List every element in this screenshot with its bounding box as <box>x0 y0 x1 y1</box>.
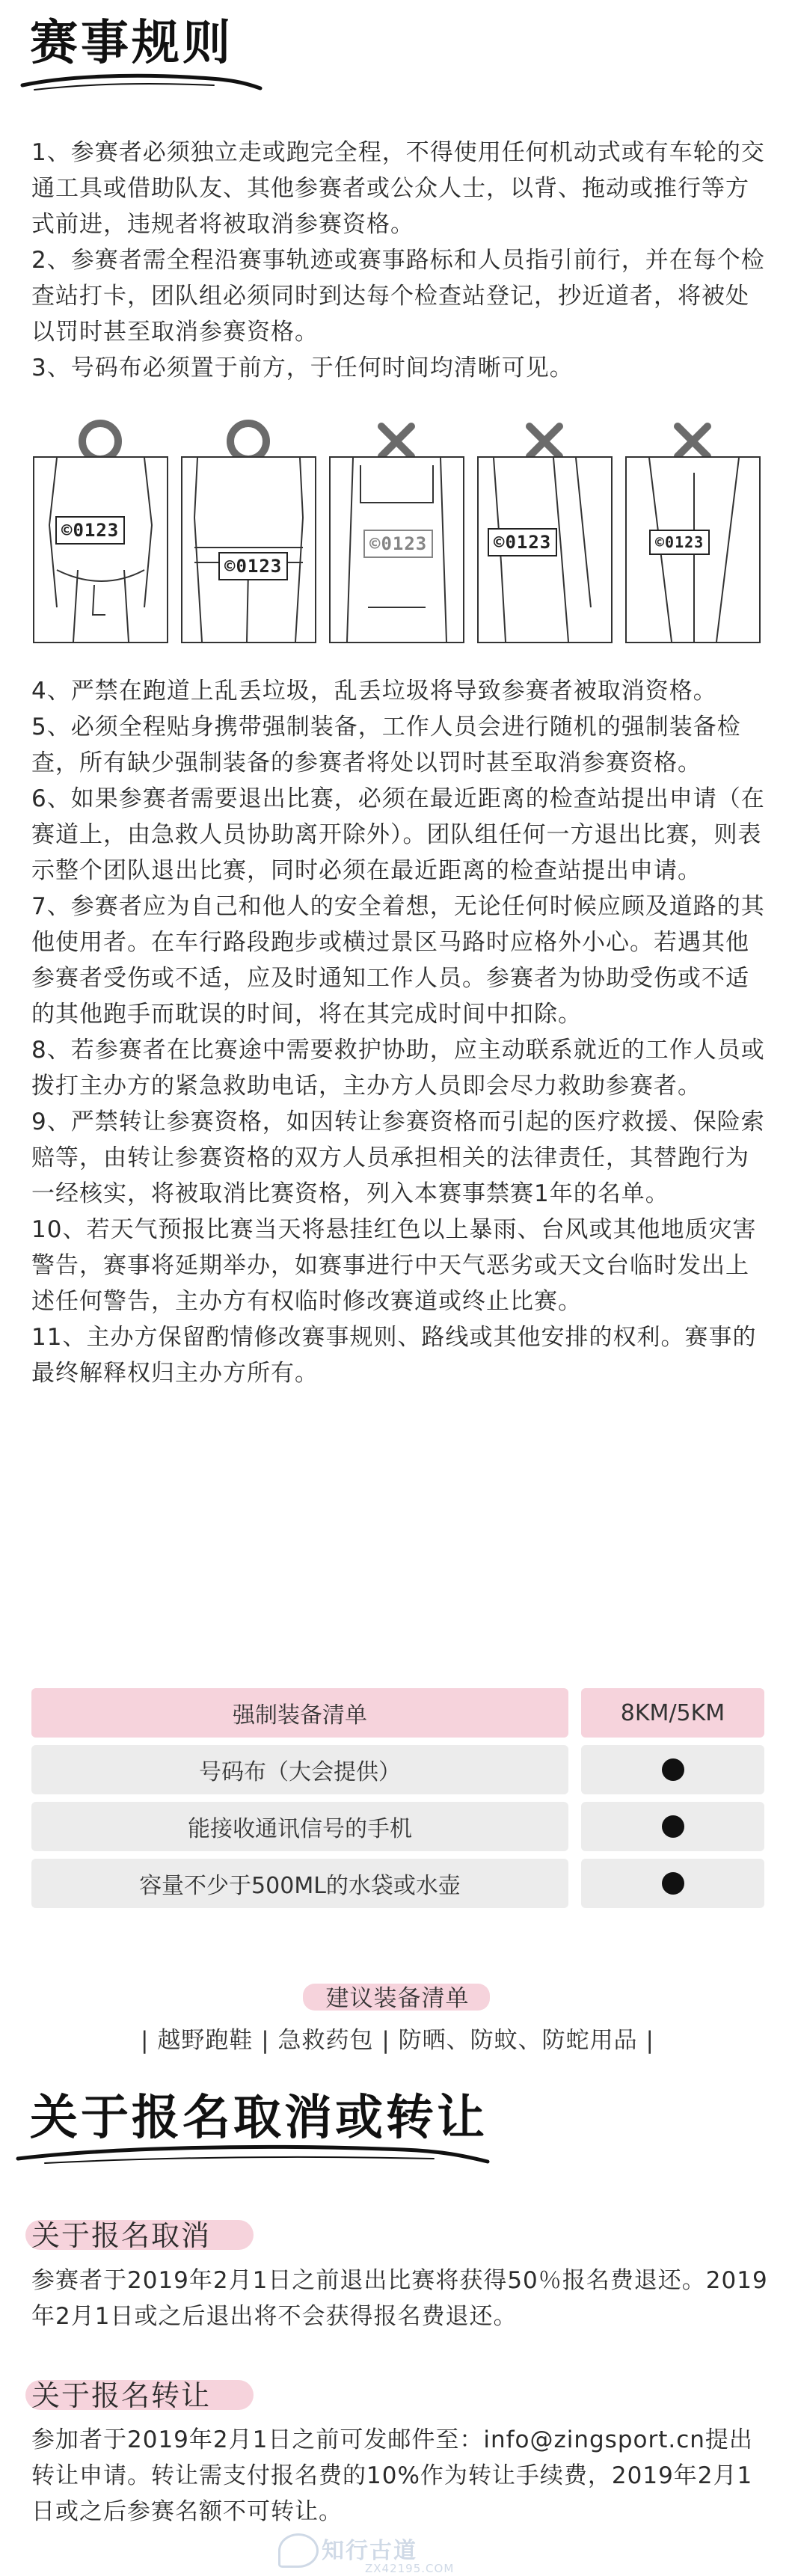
bib-example-panel <box>329 456 464 643</box>
bib-example-panel <box>181 456 316 643</box>
runner-waist-figure <box>182 458 315 642</box>
equipment-row <box>31 1859 764 1908</box>
bib-example-panel <box>625 456 761 643</box>
required-cell <box>581 1745 764 1794</box>
equipment-header-label: 强制装备清单 <box>31 1688 568 1738</box>
watermark-site: ZX42195.COM <box>365 2562 455 2575</box>
cancel-heading <box>31 2212 211 2254</box>
rule-item: 11、主办方保留酌情修改赛事规则、路线或其他安排的权利。赛事的最终解释权归主办方所有。 <box>31 1324 757 1387</box>
bib-placement-illustrations <box>33 419 766 651</box>
watermark-brand: 知行古道 <box>322 2538 417 2564</box>
rule-item: 3、号码布必须置于前方，于任何时间均清晰可见。 <box>31 355 574 381</box>
equipment-row <box>31 1745 764 1794</box>
equipment-header-distance: 8KM/5KM <box>581 1688 764 1738</box>
rule-item: 8、若参赛者在比赛途中需要救护协助，应主动联系就近的工作人员或拨打主办方的紧急救助电话，主办方人员即会尽力救助参赛者。 <box>31 1037 765 1100</box>
transfer-heading-text: 关于报名转让 <box>31 2379 212 2412</box>
equipment-name: 号码布（大会提供） <box>31 1745 568 1794</box>
bib-number: ©0123 <box>218 552 288 580</box>
bib-example-panel <box>33 456 168 643</box>
suggested-equipment-items: | 越野跑鞋 | 急救药包 | 防晒、防蚊、防蛇用品 | <box>141 2027 654 2054</box>
bib-number: ©0123 <box>488 528 557 556</box>
rule-item: 2、参赛者需全程沿赛事轨迹或赛事路标和人员指引前行，并在每个检查站打卡，团队组必须同时到达每个检查站登记，抄近道者，将被处以罚时甚至取消参赛资格。 <box>31 247 765 346</box>
required-cell <box>581 1802 764 1851</box>
rule-item: 4、严禁在跑道上乱丢垃圾，乱丢垃圾将导致参赛者被取消资格。 <box>31 678 717 705</box>
bib-number: ©0123 <box>649 530 710 555</box>
rules-title-text: 赛事规则 <box>30 16 233 71</box>
cancel-transfer-section-title <box>30 2091 488 2146</box>
rule-item: 7、参赛者应为自己和他人的安全着想，无论任何时候应顾及道路的其他使用者。在车行路段跑步或横过景区马路时应格外小心。若遇其他参赛者受伤或不适，应及时通知工作人员。参赛者为协助受伤或不适的其他跑手而耽误的时间，将在其完成时间中扣除。 <box>31 893 765 1028</box>
required-dot-icon <box>662 1872 684 1895</box>
rule-item: 6、如果参赛者需要退出比赛，必须在最近距离的检查站提出申请（在赛道上，由急救人员协助离开除外）。团队组任何一方退出比赛，则表示整个团队退出比赛，同时必须在最近距离的检查站提出申请。 <box>31 785 765 884</box>
bib-number: ©0123 <box>363 530 433 558</box>
suggested-equipment-label: 建议装备清单 <box>325 1985 470 2012</box>
cancel-heading-text: 关于报名取消 <box>31 2219 212 2252</box>
rule-item: 1、参赛者必须独立走或跑完全程，不得使用任何机动式或有车轮的交通工具或借助队友、其他参赛者或公众人士，以背、拖动或推行等方式前进，违规者将被取消参赛资格。 <box>31 139 765 238</box>
bib-number: ©0123 <box>55 516 125 545</box>
rules-list-part1 <box>31 135 772 386</box>
rule-item: 5、必须全程贴身携带强制装备，工作人员会进行随机的强制装备检查，所有缺少强制装备的参赛者将处以罚时甚至取消参赛资格。 <box>31 714 741 776</box>
equipment-header-row <box>31 1688 764 1738</box>
required-cell <box>581 1859 764 1908</box>
equipment-row <box>31 1802 764 1851</box>
equipment-name: 容量不少于500ML的水袋或水壶 <box>31 1859 568 1908</box>
rules-list-part2 <box>31 673 772 1391</box>
runner-torso-figure <box>34 458 167 642</box>
brush-underline <box>19 66 266 96</box>
brush-underline <box>15 2138 494 2171</box>
cancel-body: 参赛者于2019年2月1日之前退出比赛将获得50％报名费退还。2019年2月1日或之后退出将不会获得报名费退还。 <box>31 2267 768 2330</box>
rule-item: 9、严禁转让参赛资格，如因转让参赛资格而引起的医疗救援、保险索赔等，由转让参赛资格的双方人员承担相关的法律责任，其替跑行为一经核实，将被取消比赛资格，列入本赛事禁赛1年的名单。 <box>31 1108 765 1207</box>
rule-item: 10、若天气预报比赛当天将悬挂红色以上暴雨、台风或其他地质灾害警告，赛事将延期举办，如赛事进行中天气恶劣或天文台临时发出上述任何警告，主办方有权临时修改赛道或终止比赛。 <box>31 1216 757 1315</box>
required-dot-icon <box>662 1758 684 1781</box>
transfer-heading <box>31 2373 211 2414</box>
watermark <box>322 2532 524 2575</box>
cancel-transfer-title-text: 关于报名取消或转让 <box>30 2091 488 2146</box>
required-dot-icon <box>662 1815 684 1838</box>
watermark-logo-icon <box>278 2533 319 2568</box>
transfer-body: 参加者于2019年2月1日之前可发邮件至：info@zingsport.cn提出转让申请。转让需支付报名费的10%作为转让手续费，2019年2月1日或之后参赛名额不可转让。 <box>31 2426 753 2525</box>
rules-section-title <box>30 16 233 71</box>
bib-example-panel <box>477 456 613 643</box>
equipment-name: 能接收通讯信号的手机 <box>31 1802 568 1851</box>
